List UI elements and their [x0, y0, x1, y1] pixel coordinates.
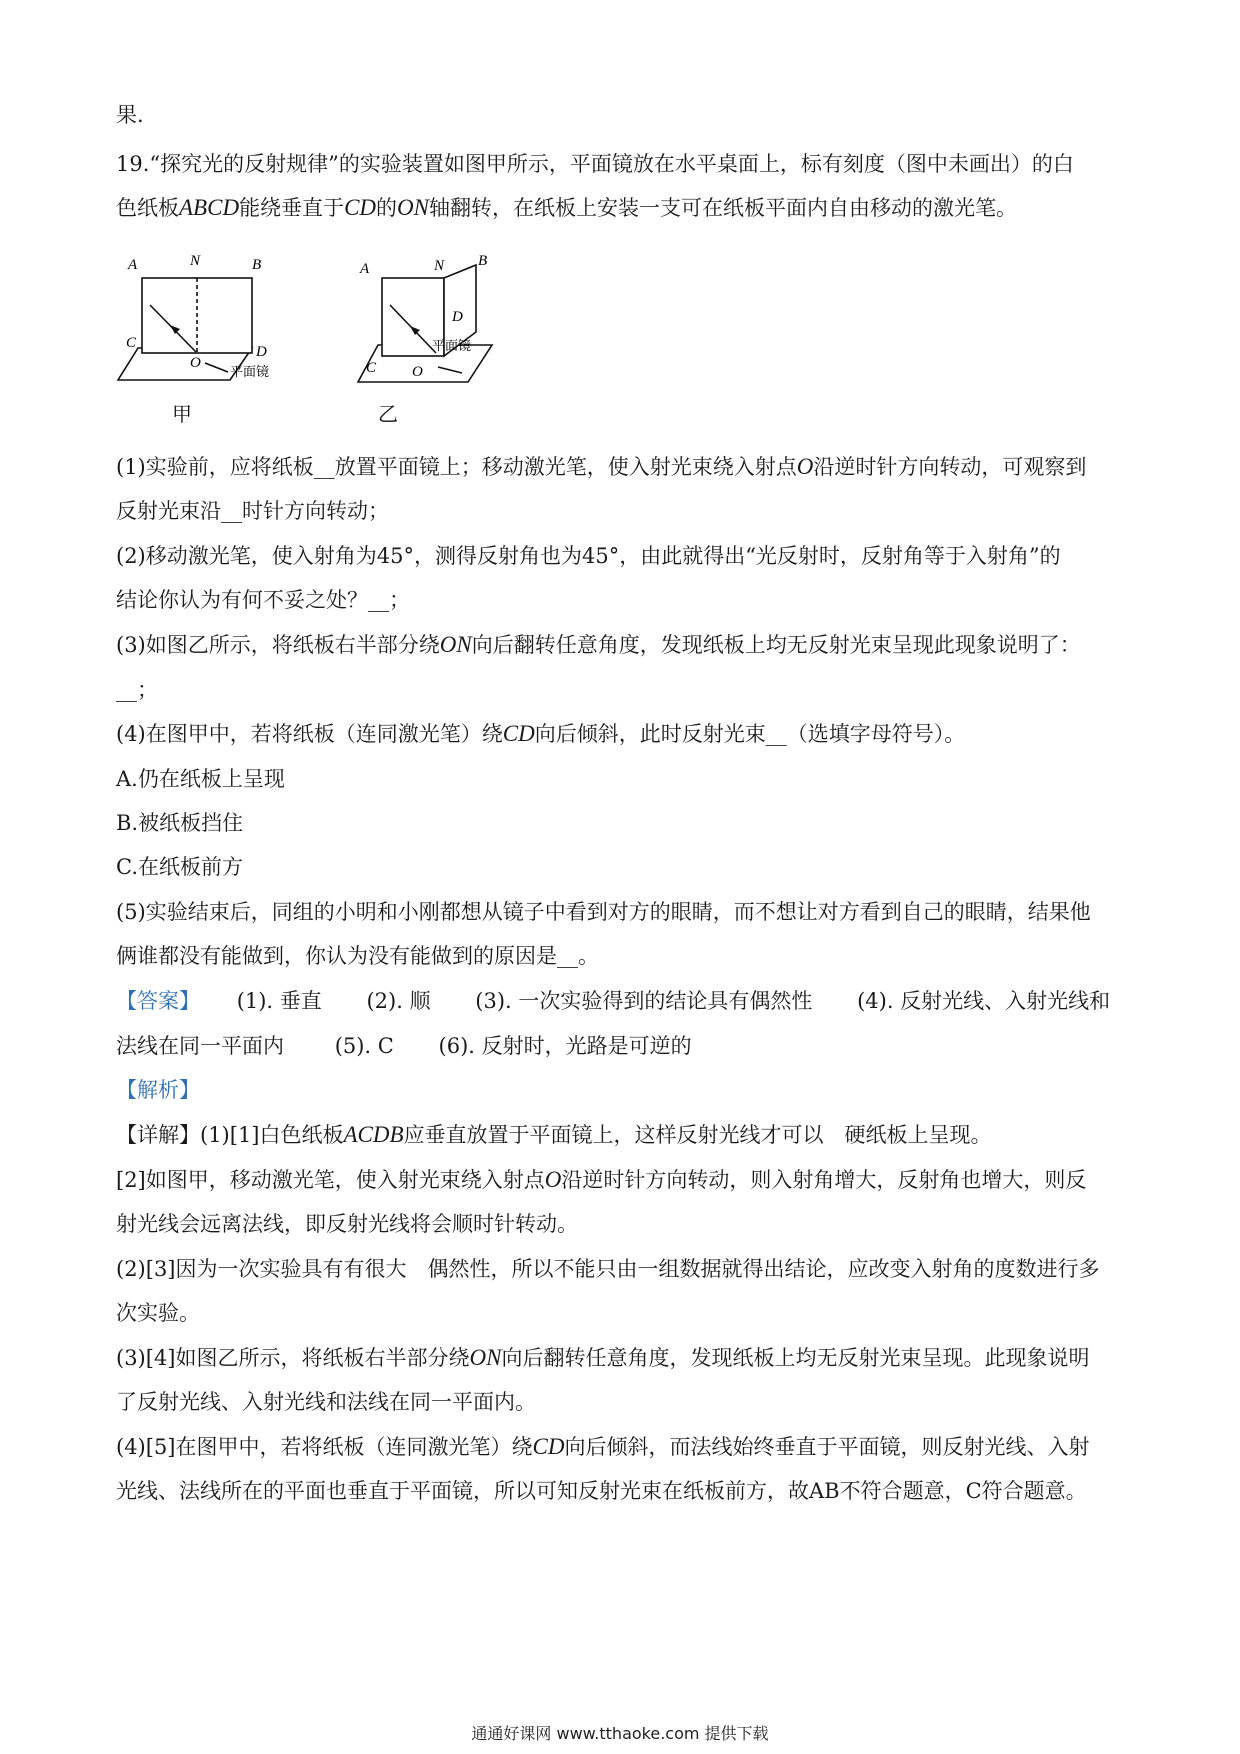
answer-tag: 【答案】 [116, 989, 200, 1013]
answer-1: (1). 垂直 [236, 989, 322, 1013]
option-b: B.被纸板挡住 [116, 811, 244, 835]
explanation-5-cont: 光线、法线所在的平面也垂直于平面镜，所以可知反射光束在纸板前方，故AB不符合题意，C符合题意。 [116, 1479, 1087, 1503]
subquestion-2-cont: 结论你认为有何不妥之处？__； [116, 588, 410, 612]
answer-4-cont: 法线在同一平面内 [116, 1034, 284, 1058]
subquestion-1-cont: 反射光束沿__时针方向转动； [116, 499, 389, 523]
figure-yi [350, 245, 550, 430]
answer-3: (3). 一次实验得到的结论具有偶然性 [475, 989, 813, 1013]
explanation-1: 【详解】(1)[1]白色纸板ACDB应垂直放置于平面镜上，这样反射光线才可以 硬纸板上呈现。 [116, 1122, 992, 1147]
answer-4: (4). 反射光线、入射光线和 [857, 989, 1111, 1013]
answer-line [116, 986, 1126, 1016]
option-c: C.在纸板前方 [116, 855, 243, 879]
label-C: C [366, 360, 377, 376]
figure-caption: 甲 [172, 402, 192, 426]
answer-line-cont [116, 1031, 1126, 1061]
question-stem-cont: 色纸板ABCD能绕垂直于CD的ON轴翻转，在纸板上安装一支可在纸板平面内自由移动的激光笔。 [116, 195, 1017, 220]
label-O: O [190, 355, 201, 371]
label-O: O [412, 364, 423, 380]
explanation-2: [2]如图甲，移动激光笔，使入射光束绕入射点O沿逆时针方向转动，则入射角增大，反射角也增大，则反 [116, 1167, 1087, 1192]
analysis-tag: 【解析】 [116, 1078, 200, 1102]
label-mirror: 平面镜 [432, 338, 472, 353]
explanation-3: (2)[3]因为一次实验具有有很大 偶然性，所以不能只由一组数据就得出结论，应改变入射角的度数进行多 [116, 1257, 1100, 1281]
explanation-4: (3)[4]如图乙所示，将纸板右半部分绕ON向后翻转任意角度，发现纸板上均无反射光束呈现。此现象说明 [116, 1345, 1090, 1370]
subquestion-1: (1)实验前，应将纸板__放置平面镜上；移动激光笔，使入射光束绕入射点O沿逆时针方向转动，可观察到 [116, 454, 1087, 479]
label-D: D [256, 344, 267, 360]
explanation-3-cont: 次实验。 [116, 1301, 200, 1325]
text-line: 果. [116, 103, 144, 127]
label-A: A [128, 257, 138, 273]
explanation-5: (4)[5]在图甲中，若将纸板（连同激光笔）绕CD向后倾斜，而法线始终垂直于平面镜，则反射光线、入射 [116, 1434, 1090, 1459]
label-D: D [452, 309, 463, 325]
option-a: A.仍在纸板上呈现 [116, 767, 285, 791]
subquestion-5: (5)实验结束后，同组的小明和小刚都想从镜子中看到对方的眼睛，而不想让对方看到自己的眼睛，结果他 [116, 900, 1091, 924]
figure-caption: 乙 [378, 402, 398, 426]
subquestion-5-cont: 俩谁都没有能做到，你认为没有能做到的原因是__。 [116, 944, 599, 968]
answer-5: (5). C [334, 1034, 394, 1058]
subquestion-4: (4)在图甲中，若将纸板（连同激光笔）绕CD向后倾斜，此时反射光束__（选填字母符号）。 [116, 721, 966, 746]
subquestion-3-cont: __； [116, 678, 158, 702]
label-N: N [190, 253, 201, 269]
answer-6: (6). 反射时，光路是可逆的 [438, 1034, 692, 1058]
question-stem: 19.“探究光的反射规律”的实验装置如图甲所示，平面镜放在水平桌面上，标有刻度（图中未画出）的白 [116, 152, 1074, 176]
label-B: B [478, 253, 488, 269]
explanation-4-cont: 了反射光线、入射光线和法线在同一平面内。 [116, 1390, 536, 1414]
label-B: B [252, 257, 262, 273]
label-C: C [126, 335, 137, 351]
answer-2: (2). 顺 [366, 989, 431, 1013]
label-N: N [434, 258, 445, 274]
label-A: A [360, 261, 370, 277]
page-footer: 通通好课网 www.tthaoke.com 提供下载 [471, 1724, 769, 1743]
subquestion-3: (3)如图乙所示，将纸板右半部分绕ON向后翻转任意角度，发现纸板上均无反射光束呈现此现象说明了： [116, 632, 1081, 657]
subquestion-2: (2)移动激光笔，使入射角为45°，测得反射角也为45°，由此就得出“光反射时，反射角等于入射角”的 [116, 544, 1061, 568]
explanation-2-cont: 射光线会远离法线，即反射光线将会顺时针转动。 [116, 1212, 578, 1236]
label-mirror: 平面镜 [230, 364, 270, 379]
figure-jia [110, 245, 340, 430]
